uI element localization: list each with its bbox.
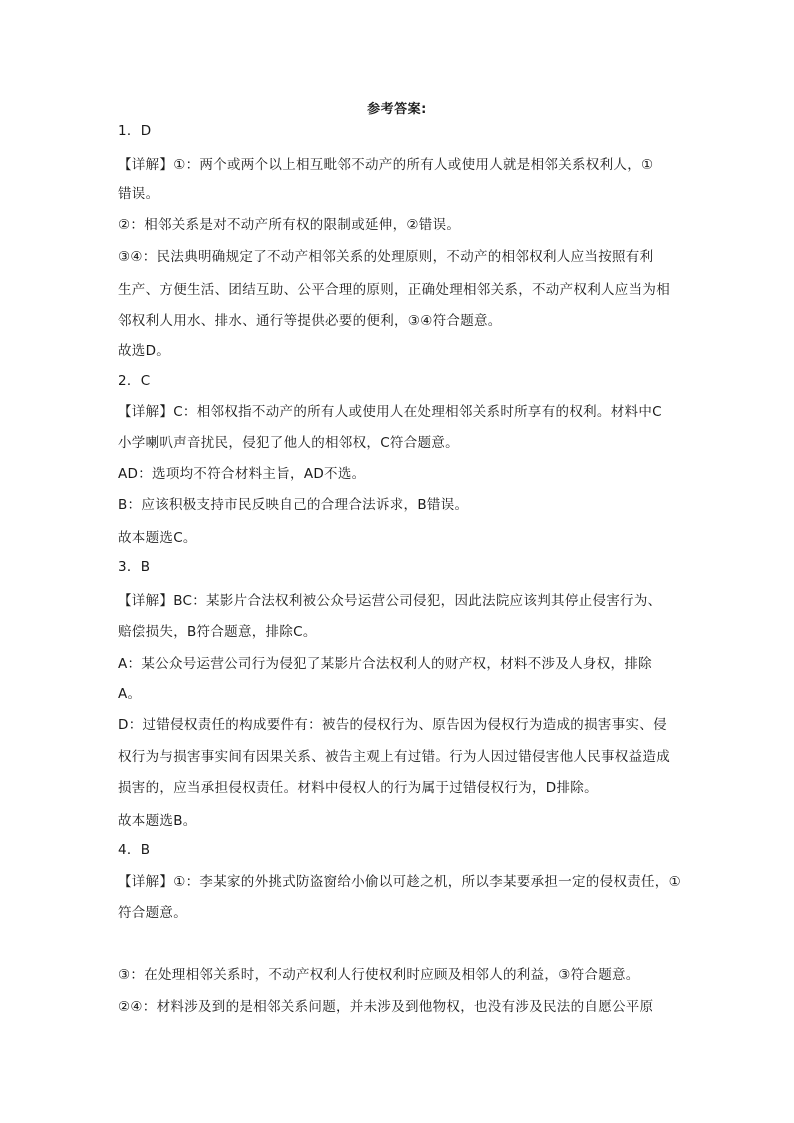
explanation-line: 损害的，应当承担侵权责任。材料中侵权人的行为属于过错侵权行为，D排除。 xyxy=(118,780,598,796)
answer-number-3: 3．B xyxy=(118,559,151,575)
explanation-line: AD：选项均不符合材料主旨，AD不选。 xyxy=(118,466,366,482)
explanation-line: 【详解】BC：某影片合法权利被公众号运营公司侵犯，因此法院应该判其停止侵害行为、 xyxy=(118,593,662,609)
answer-choice-line: 故选D。 xyxy=(118,343,171,359)
explanation-line: ②④：材料涉及到的是相邻关系问题，并未涉及到他物权，也没有涉及民法的自愿公平原 xyxy=(118,999,654,1015)
explanation-line: A。 xyxy=(118,686,142,702)
explanation-line: 邻权利人用水、排水、通行等提供必要的便利，③④符合题意。 xyxy=(118,313,502,329)
explanation-line: 【详解】①：两个或两个以上相互毗邻不动产的所有人或使用人就是相邻关系权利人，① xyxy=(118,157,654,173)
explanation-line: 符合题意。 xyxy=(118,905,187,921)
explanation-line: ③④：民法典明确规定了不动产相邻关系的处理原则，不动产的相邻权利人应当按照有利 xyxy=(118,249,654,265)
explanation-line: 【详解】C：相邻权指不动产的所有人或使用人在处理相邻关系时所享有的权利。材料中C xyxy=(118,404,662,420)
page-title: 参考答案: xyxy=(367,102,427,117)
explanation-line: D：过错侵权责任的构成要件有：被告的侵权行为、原告因为侵权行为造成的损害事实、侵 xyxy=(118,717,667,733)
explanation-line: ②：相邻关系是对不动产所有权的限制或延伸，②错误。 xyxy=(118,217,461,233)
explanation-line: ③：在处理相邻关系时，不动产权利人行使权利时应顾及相邻人的利益，③符合题意。 xyxy=(118,967,640,983)
explanation-line: 生产、方便生活、团结互助、公平合理的原则，正确处理相邻关系，不动产权利人应当为相 xyxy=(118,282,670,298)
answer-number-2: 2．C xyxy=(118,373,151,389)
explanation-line: B：应该积极支持市民反映自己的合理合法诉求，B错误。 xyxy=(118,497,469,513)
explanation-line: 错误。 xyxy=(118,186,160,202)
explanation-line: 赔偿损失，B符合题意，排除C。 xyxy=(118,624,317,640)
explanation-line: 【详解】①：李某家的外挑式防盗窗给小偷以可趁之机，所以李某要承担一定的侵权责任，① xyxy=(118,874,682,890)
explanation-line: 权行为与损害事实间有因果关系、被告主观上有过错。行为人因过错侵害他人民事权益造成 xyxy=(118,749,670,765)
explanation-line: 小学喇叭声音扰民，侵犯了他人的相邻权，C符合题意。 xyxy=(118,435,459,451)
explanation-line: A：某公众号运营公司行为侵犯了某影片合法权利人的财产权，材料不涉及人身权，排除 xyxy=(118,656,652,672)
answer-choice-line: 故本题选B。 xyxy=(118,813,197,829)
answer-number-1: 1．D xyxy=(118,123,152,139)
answer-choice-line: 故本题选C。 xyxy=(118,530,197,546)
answer-number-4: 4．B xyxy=(118,842,151,858)
